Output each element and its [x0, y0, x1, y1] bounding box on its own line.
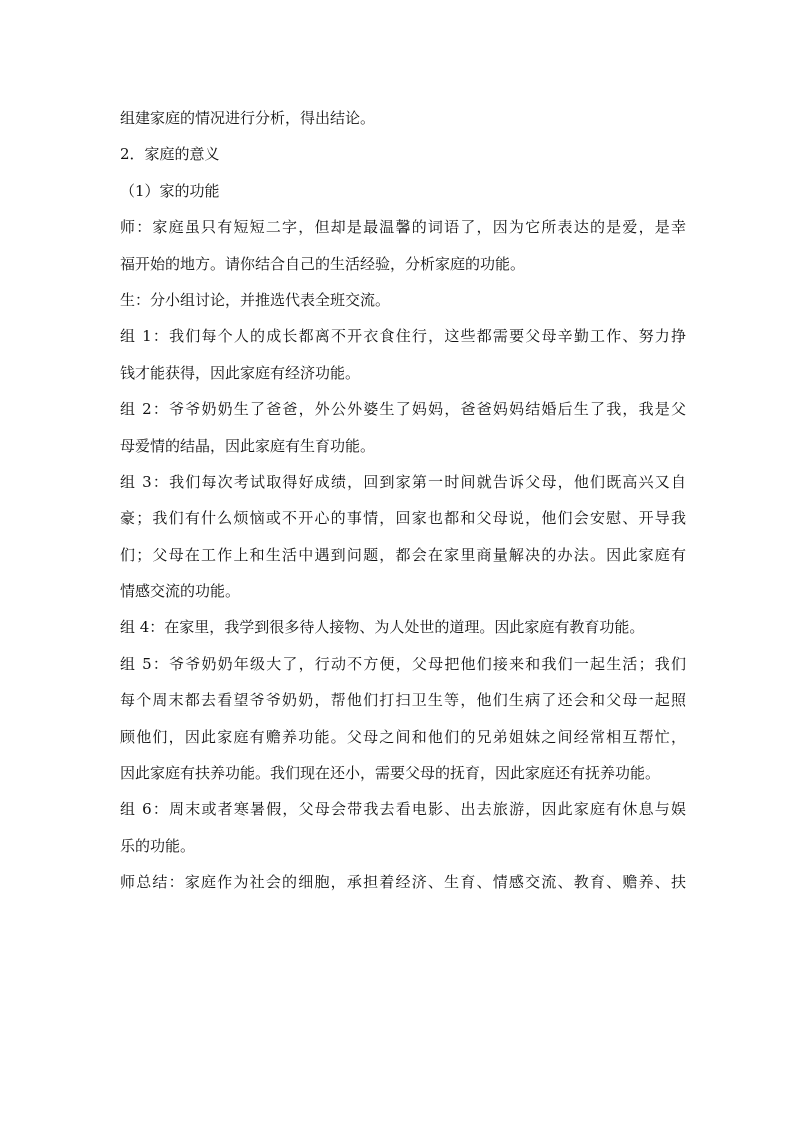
text-line: 组 3：我们每次考试取得好成绩，回到家第一时间就告诉父母，他们既高兴又自 [120, 472, 686, 491]
text-line: 情感交流的功能。 [120, 582, 241, 601]
text-line: 顾他们，因此家庭有赡养功能。父母之间和他们的兄弟姐妹之间经常相互帮忙， [120, 727, 686, 746]
text-line: 组 4：在家里，我学到很多待人接物、为人处世的道理。因此家庭有教育功能。 [120, 618, 645, 637]
text-line: 钱才能获得，因此家庭有经济功能。 [120, 363, 361, 382]
text-line: 组建家庭的情况进行分析，得出结论。 [120, 109, 376, 127]
section-heading: 2．家庭的意义 [120, 145, 220, 164]
text-line: 每个周末都去看望爷爷奶奶，帮他们打扫卫生等，他们生病了还会和父母一起照 [120, 691, 686, 710]
subsection-heading: （1）家的功能 [120, 181, 220, 200]
text-line: 乐的功能。 [120, 836, 196, 855]
text-line: 豪；我们有什么烦恼或不开心的事情，回家也都和父母说，他们会安慰、开导我 [120, 509, 686, 528]
text-line: 师总结：家庭作为社会的细胞，承担着经济、生育、情感交流、教育、赡养、扶 [120, 873, 686, 892]
text-line: 组 6：周末或者寒暑假，父母会带我去看电影、出去旅游，因此家庭有休息与娱 [120, 800, 686, 819]
text-line: 因此家庭有扶养功能。我们现在还小，需要父母的抚育，因此家庭还有抚养功能。 [120, 764, 661, 783]
document-body [120, 100, 686, 901]
text-line: 福开始的地方。请你结合自己的生活经验，分析家庭的功能。 [120, 254, 526, 273]
text-line: 组 1：我们每个人的成长都离不开衣食住行，这些都需要父母辛勤工作、努力挣 [120, 327, 686, 346]
text-line: 母爱情的结晶，因此家庭有生育功能。 [120, 436, 376, 455]
text-line: 组 5：爷爷奶奶年级大了，行动不方便，父母把他们接来和我们一起生活；我们 [120, 654, 686, 673]
text-line: 组 2：爷爷奶奶生了爸爸，外公外婆生了妈妈，爸爸妈妈结婚后生了我，我是父 [120, 400, 686, 419]
text-line: 们；父母在工作上和生活中遇到问题，都会在家里商量解决的办法。因此家庭有 [120, 545, 686, 564]
text-line: 师：家庭虽只有短短二字，但却是最温馨的词语了，因为它所表达的是爱，是幸 [120, 218, 686, 237]
text-line: 生：分小组讨论，并推选代表全班交流。 [120, 290, 391, 309]
